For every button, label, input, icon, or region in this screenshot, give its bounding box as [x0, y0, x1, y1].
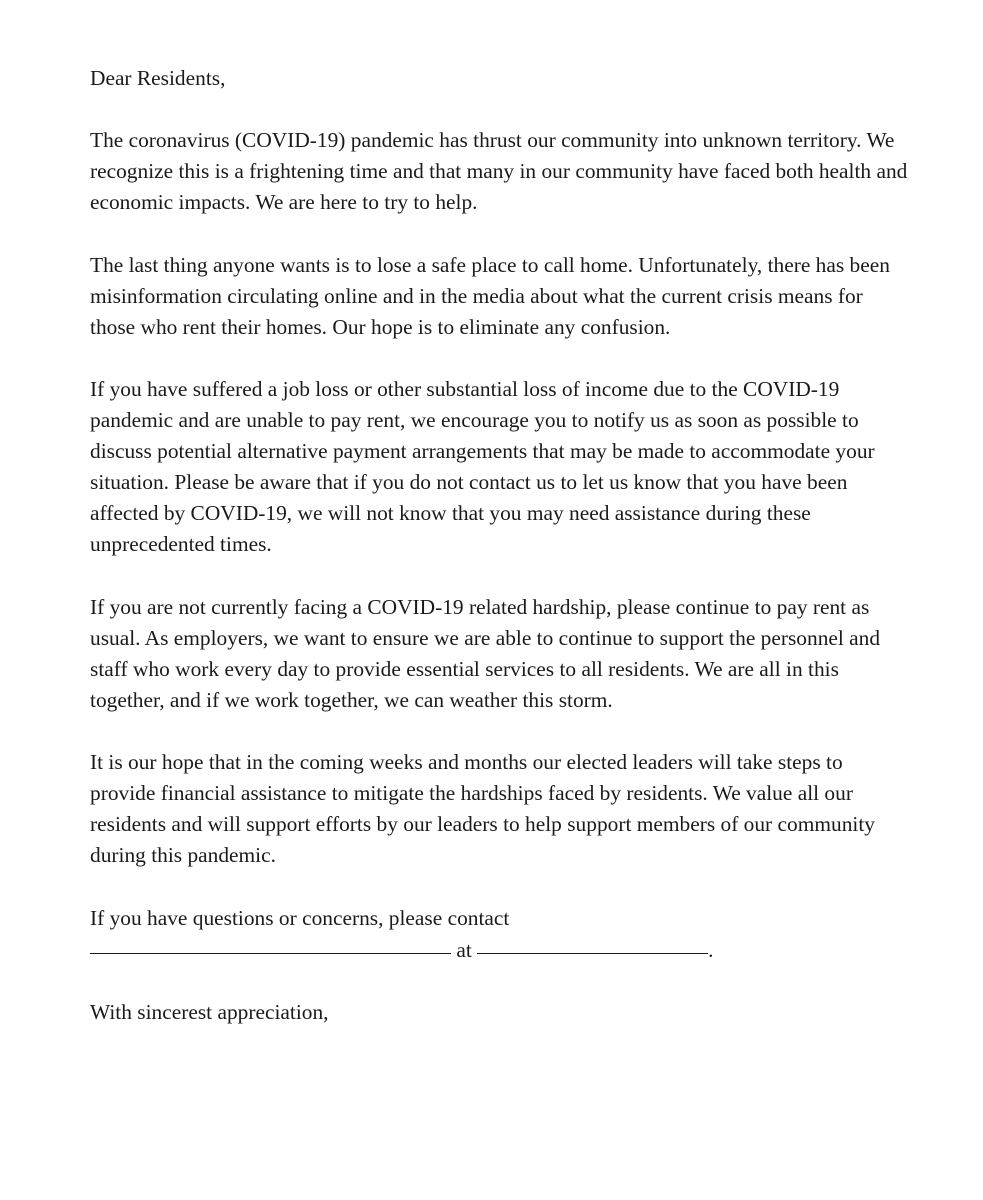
paragraph-covid-intro: The coronavirus (COVID-19) pandemic has thrust our community into unknown territory. We recognize this is a frightening time and that many in our community have faced both health and economic impacts. We are here to try to help.: [90, 128, 908, 215]
contact-end: .: [708, 937, 714, 962]
contact-intro: If you have questions or concerns, please contact: [90, 905, 510, 930]
contact-phone-blank: [477, 931, 708, 954]
paragraph-elected-leaders: It is our hope that in the coming weeks and months our elected leaders will take steps to provide financial assistance to mitigate the hardships faced by residents. We value all our residents and will support efforts by our leaders to help support members of our community during this pandemic.: [90, 750, 875, 868]
salutation: Dear Residents,: [90, 66, 226, 90]
paragraph-misinformation: The last thing anyone wants is to lose a safe place to call home. Unfortunately, there has been misinformation circulating online and in the media about what the current crisis means for those who rent their homes. Our hope is to eliminate any confusion.: [90, 252, 890, 339]
paragraph-hardship-notice: If you have suffered a job loss or other substantial loss of income due to the COVID-19 pandemic and are unable to pay rent, we encourage you to notify us as soon as possible to discuss potential alternative payment arrangements that may be made to accommodate your situation. Please be aware that if you do not contact us to let us know that you have been affected by COVID-19, we will not know that you may need assistance during these unprecedented times.: [90, 376, 875, 557]
contact-section: [90, 903, 910, 966]
paragraph-continue-rent: If you are not currently facing a COVID-19 related hardship, please continue to pay rent as usual. As employers, we want to ensure we are able to continue to support the personnel and staff who work every day to provide essential services to all residents. We are all in this together, and if we work together, we can weather this storm.: [90, 594, 881, 712]
contact-connector: at: [451, 937, 478, 962]
closing: With sincerest appreciation,: [90, 999, 329, 1024]
letter: [90, 63, 910, 1028]
contact-line: [90, 934, 910, 966]
contact-name-blank: [90, 931, 451, 954]
